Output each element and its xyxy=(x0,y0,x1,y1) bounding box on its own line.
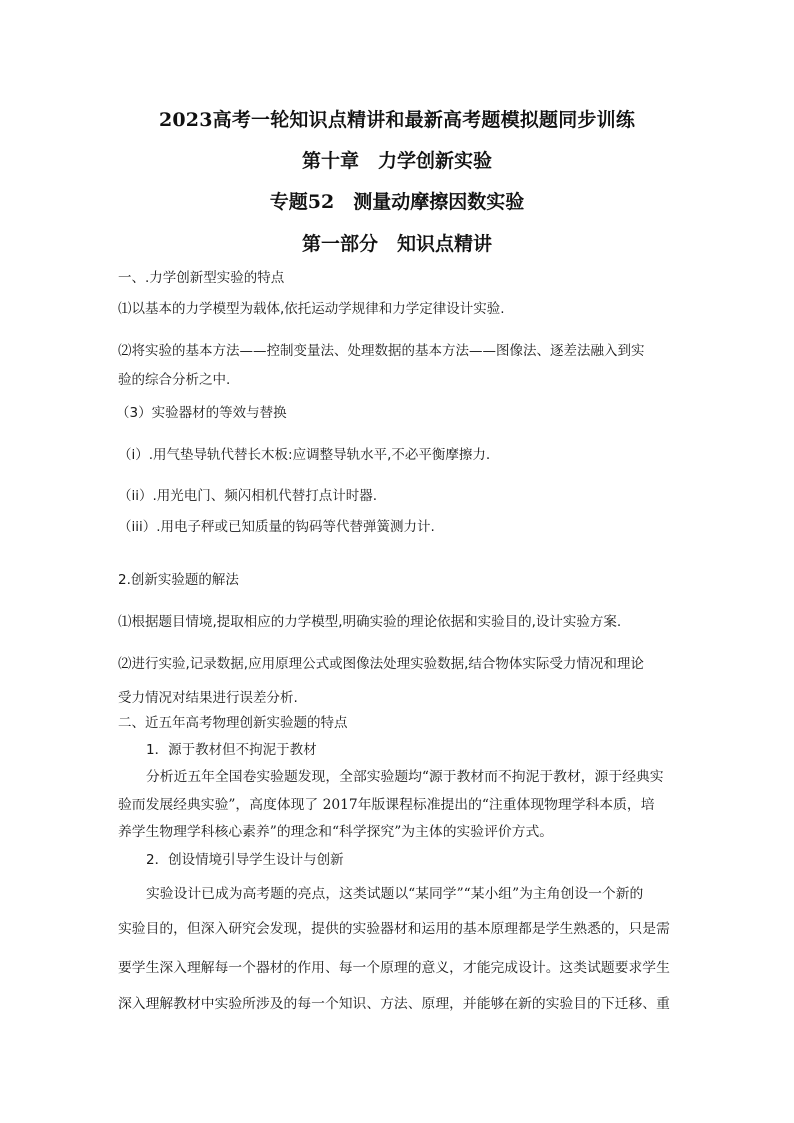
section2-p1: ⑴根据题目情境,提取相应的力学模型,明确实验的理论依据和实验目的,设计实验方案. xyxy=(118,614,622,630)
section3-sub1-heading: 1．源于教材但不拘泥于教材 xyxy=(146,742,317,758)
chapter-title: 第十章 力学创新实验 xyxy=(301,150,492,172)
part-title: 第一部分 知识点精讲 xyxy=(301,233,492,255)
section1-p1: ⑴以基本的力学模型为载体,依托运动学规律和力学定律设计实验. xyxy=(118,301,505,317)
section2-p2-line2: 受力情况对结果进行误差分析. xyxy=(118,690,298,706)
section3-sub2-line2: 实验目的，但深入研究会发现，提供的实验器材和运用的基本原理都是学生熟悉的，只是需 xyxy=(118,921,670,937)
topic-title: 专题52 测量动摩擦因数实验 xyxy=(269,191,525,213)
section3-sub1-line3: 养学生物理学科核心素养”的理念和“科学探究”为主体的实验评价方式。 xyxy=(118,824,554,840)
section1-p3-heading: （3）实验器材的等效与替换 xyxy=(116,405,287,421)
section3-sub1-line1: 分析近五年全国卷实验题发现，全部实验题均“源于教材而不拘泥于教材，源于经典实 xyxy=(146,769,664,785)
document-title: 2023高考一轮知识点精讲和最新高考题模拟题同步训练 xyxy=(158,109,636,131)
section1-item1: （i）.用气垫导轨代替长木板:应调整导轨水平,不必平衡摩擦力. xyxy=(118,447,491,463)
section1-item2: （ii）.用光电门、频闪相机代替打点计时器. xyxy=(118,488,378,504)
section1-item3: （iii）.用电子秤或已知质量的钩码等代替弹簧测力计. xyxy=(118,519,435,535)
section3-sub2-line3: 要学生深入理解每一个器材的作用、每一个原理的意义，才能完成设计。这类试题要求学生 xyxy=(118,960,670,976)
section3-sub1-line2: 验而发展经典实验”，高度体现了 2017年版课程标准提出的“注重体现物理学科本质，培 xyxy=(118,797,655,813)
section1-p2-line2: 验的综合分析之中. xyxy=(118,372,231,388)
section2-p2-line1: ⑵进行实验,记录数据,应用原理公式或图像法处理实验数据,结合物体实际受力情况和理论 xyxy=(118,656,644,672)
section2-heading: 2.创新实验题的解法 xyxy=(118,572,239,588)
section3-sub2-line4: 深入理解教材中实验所涉及的每一个知识、方法、原理，并能够在新的实验目的下迁移、重 xyxy=(118,996,670,1012)
section3-sub2-line1: 实验设计已成为高考题的亮点，这类试题以“某同学”“某小组”为主角创设一个新的 xyxy=(146,886,644,902)
section1-p2-line1: ⑵将实验的基本方法——控制变量法、处理数据的基本方法——图像法、逐差法融入到实 xyxy=(118,343,645,359)
section3-heading: 二、近五年高考物理创新实验题的特点 xyxy=(118,715,348,731)
section3-sub2-heading: 2．创设情境引导学生设计与创新 xyxy=(146,852,344,868)
section1-heading: 一、.力学创新型实验的特点 xyxy=(118,270,285,286)
